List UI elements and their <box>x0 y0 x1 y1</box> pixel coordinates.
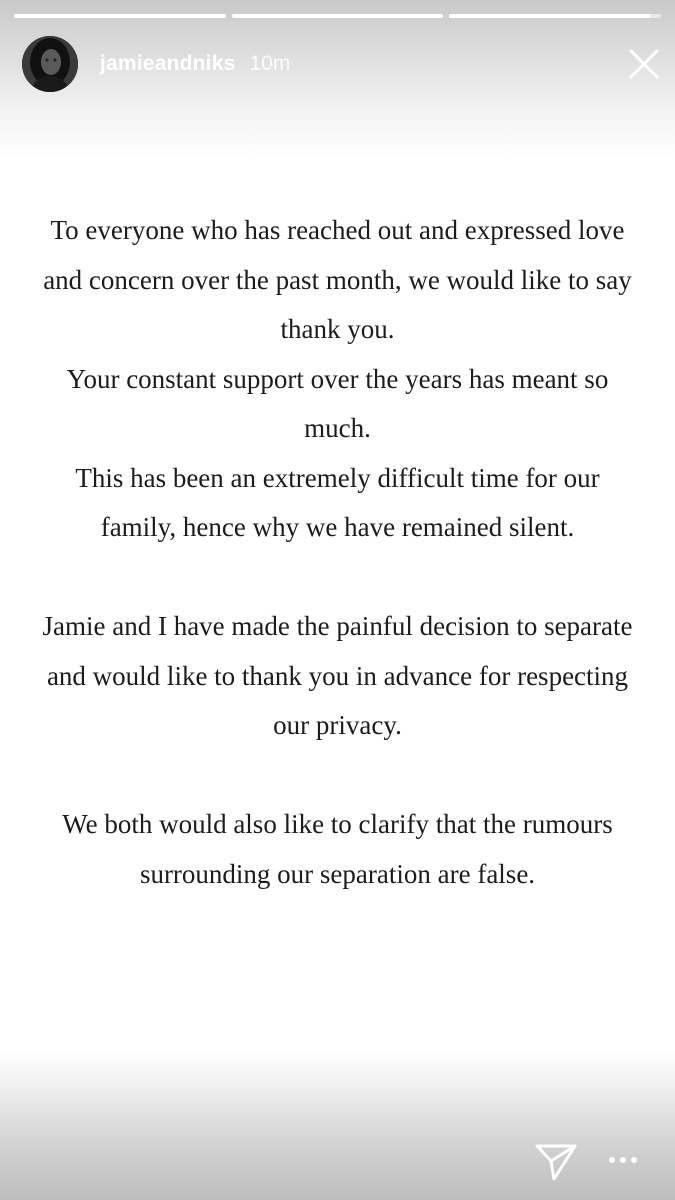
progress-fill-3 <box>449 14 650 18</box>
send-button[interactable] <box>534 1138 578 1182</box>
progress-fill-1 <box>14 14 226 18</box>
progress-segment-1 <box>14 14 226 18</box>
message-paragraph-1: To everyone who has reached out and expressed love and concern over the past month, we would like to say thank you. <box>43 215 632 344</box>
progress-fill-2 <box>232 14 444 18</box>
progress-segment-3 <box>449 14 661 18</box>
avatar[interactable] <box>22 36 78 92</box>
message-paragraph-4: Jamie and I have made the painful decision to separate and would like to thank you in advance for respecting our privacy. <box>42 611 633 740</box>
message-paragraph-3: This has been an extremely difficult time for our family, hence why we have remained silent. <box>75 462 600 542</box>
story-header <box>22 36 662 92</box>
send-icon <box>534 1138 578 1182</box>
paragraph-gap <box>40 751 635 801</box>
close-button[interactable] <box>626 46 662 82</box>
story-message <box>40 206 635 899</box>
progress-segment-2 <box>232 14 444 18</box>
post-time: 10m <box>249 52 291 75</box>
message-paragraph-2: Your constant support over the years has meant so much. <box>66 363 609 443</box>
more-options-button[interactable] <box>606 1148 640 1172</box>
message-paragraph-5: We both would also like to clarify that the rumours surrounding our separation are false. <box>62 809 613 889</box>
close-icon <box>626 46 662 82</box>
story-progress <box>14 14 661 18</box>
username[interactable]: jamieandniks <box>100 52 236 75</box>
avatar-image <box>22 36 78 92</box>
paragraph-gap <box>40 553 635 603</box>
more-options-icon <box>606 1148 640 1172</box>
